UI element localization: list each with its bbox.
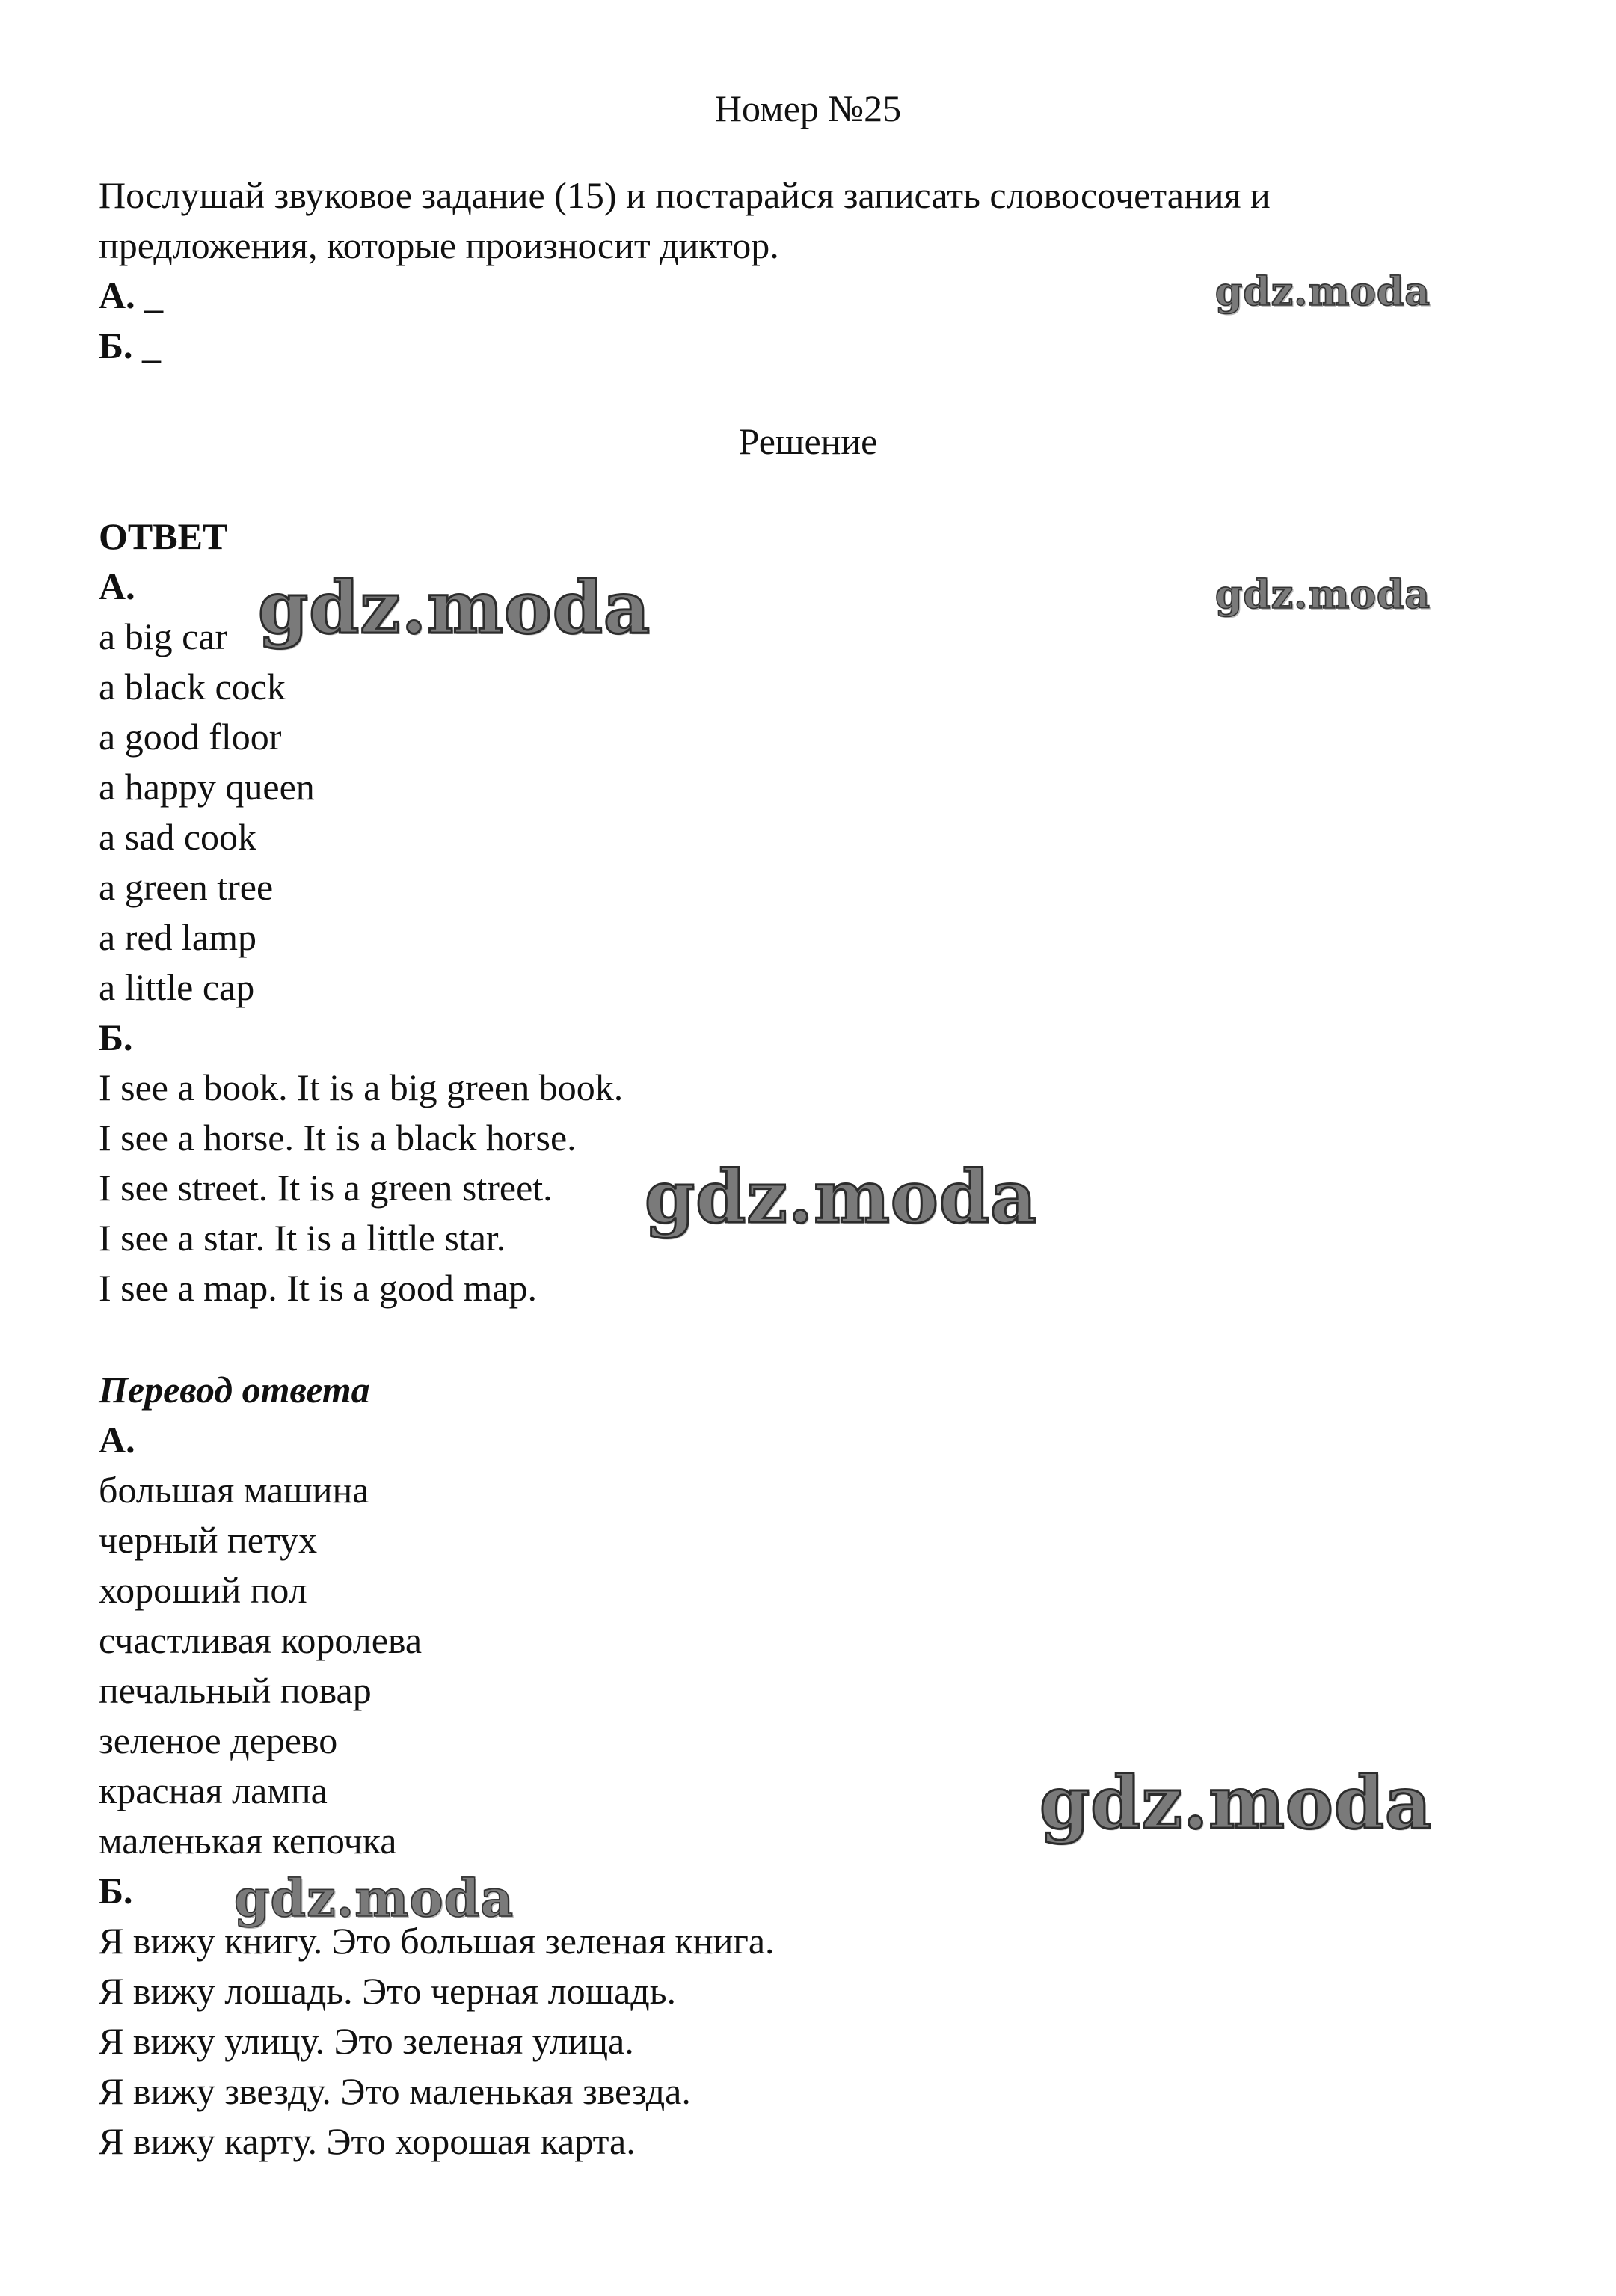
watermark: gdz.moda <box>234 1869 514 1929</box>
answer-b-item: I see a book. It is a big green book. <box>99 1066 624 1108</box>
task-label-b: Б. _ <box>99 325 162 366</box>
translation-b-item: Я вижу звезду. Это маленькая звезда. <box>99 2070 691 2112</box>
watermark: gdz.moda <box>258 565 651 650</box>
translation-b-item: Я вижу карту. Это хорошая карта. <box>99 2120 636 2162</box>
translation-heading: Перевод ответа <box>99 1369 370 1411</box>
answer-a-item: a black cock <box>99 666 286 707</box>
translation-b-item: Я вижу лошадь. Это черная лошадь. <box>99 1970 677 2012</box>
solution-heading: Решение <box>738 420 878 462</box>
answer-b-item: I see street. It is a green street. <box>99 1167 553 1209</box>
task-line-2: предложения, которые произносит диктор. <box>99 224 779 266</box>
translation-b-item: Я вижу улицу. Это зеленая улица. <box>99 2020 634 2062</box>
answer-label-b: Б. <box>99 1016 133 1058</box>
answer-a-item: a green tree <box>99 866 274 908</box>
task-label-a: А. _ <box>99 274 164 316</box>
watermark: gdz.moda <box>1039 1761 1433 1845</box>
task-line-1: Послушай звуковое задание (15) и постарайся записать словосочетания и <box>99 174 1271 216</box>
translation-label-b: Б. <box>99 1870 133 1912</box>
answer-b-item: I see a map. It is a good map. <box>99 1267 537 1309</box>
watermark: gdz.moda <box>1215 269 1431 315</box>
answer-heading: ОТВЕТ <box>99 515 228 557</box>
answer-a-item: a good floor <box>99 716 282 758</box>
translation-a-item: черный петух <box>99 1519 318 1561</box>
answer-a-item: a little cap <box>99 966 255 1008</box>
translation-a-item: красная лампа <box>99 1769 328 1811</box>
translation-a-item: счастливая королева <box>99 1619 423 1661</box>
translation-b-item: Я вижу книгу. Это большая зеленая книга. <box>99 1920 775 1962</box>
watermark: gdz.moda <box>1215 572 1431 618</box>
translation-a-item: зеленое дерево <box>99 1719 338 1761</box>
watermark: gdz.moda <box>645 1155 1038 1239</box>
answer-a-item: a sad cook <box>99 816 257 858</box>
answer-a-item: a happy queen <box>99 766 315 808</box>
page-title: Номер №25 <box>714 88 902 129</box>
answer-b-item: I see a star. It is a little star. <box>99 1217 506 1259</box>
translation-label-a: А. <box>99 1419 135 1461</box>
answer-label-a: А. <box>99 565 135 607</box>
translation-a-item: большая машина <box>99 1469 369 1511</box>
translation-a-item: маленькая кепочка <box>99 1820 397 1861</box>
answer-a-item: a big car <box>99 616 228 657</box>
answer-b-item: I see a horse. It is a black horse. <box>99 1117 577 1158</box>
answer-a-item: a red lamp <box>99 916 257 958</box>
translation-a-item: хороший пол <box>99 1569 307 1611</box>
translation-a-item: печальный повар <box>99 1669 372 1711</box>
